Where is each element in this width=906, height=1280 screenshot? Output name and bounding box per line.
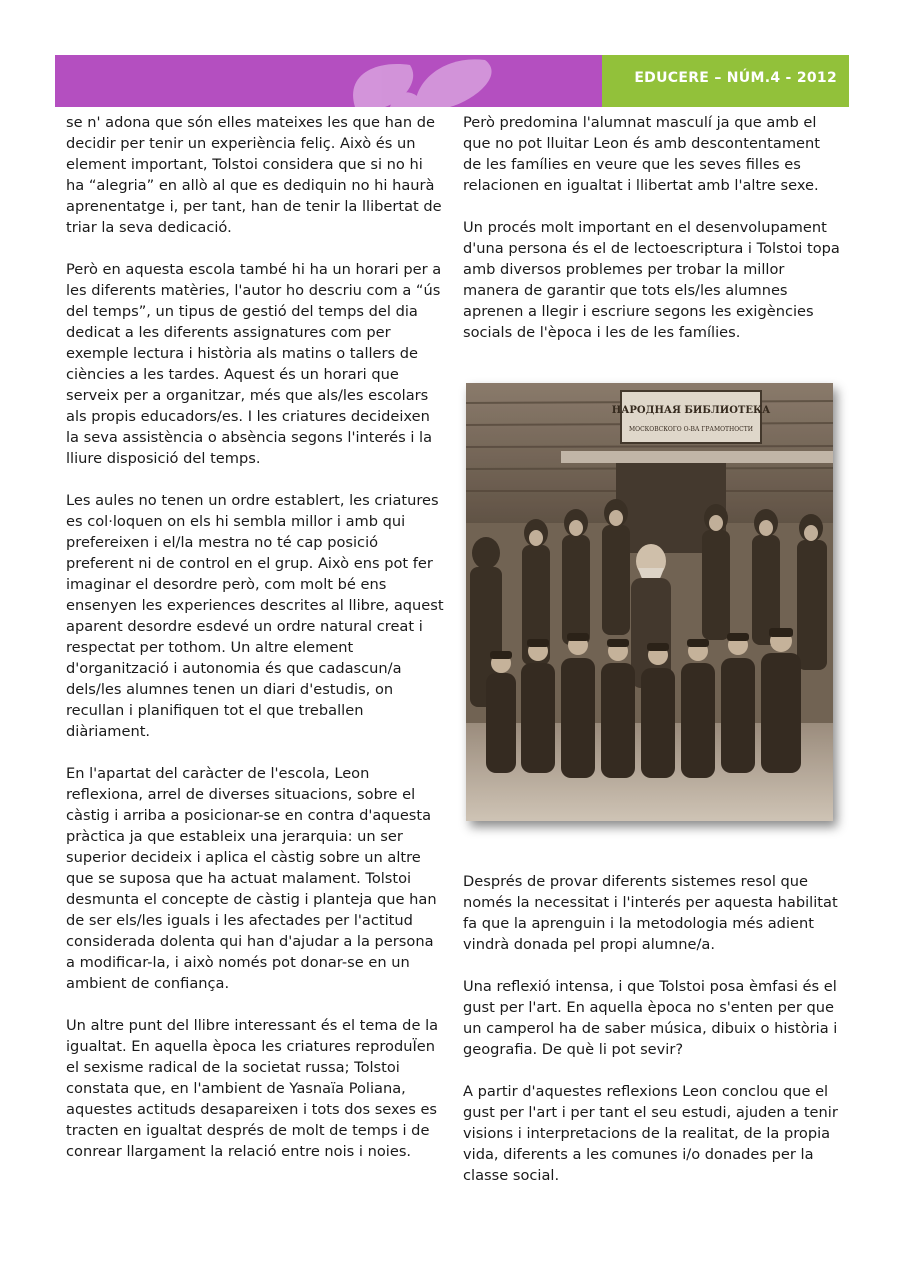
- sign-text-line2: МОСКОВСКОГО О-ВА ГРАМОТНОСТИ: [629, 426, 753, 433]
- right-column-top: [463, 112, 841, 364]
- paragraph: Un altre punt del llibre interessant és el tema de la igualtat. En aquella època les criatures reproduÏen el sexisme radical de la societat russa; Tolstoi constata que, en l'ambient de Yasnaïa Poliana, aquestes actituds desapareixen i tots dos sexes es tracten en igualtat després de molt de temps i de conrear llargament la relació entre nois i noies.: [66, 1017, 439, 1160]
- paragraph: Una reflexió intensa, i que Tolstoi posa èmfasi és el gust per l'art. En aquella època no s'enten per que un camperol ha de saber música, dibuix o història i geografia. De què li pot sevir?: [463, 978, 838, 1058]
- right-column-bottom: [463, 871, 841, 1207]
- paragraph: se n' adona que són elles mateixes les que han de decidir per tenir un experiència feliç. Això és un element important, Tolstoi considera que si no hi ha “alegria” en allò al que es dediquin no hi haurà aprenentatge i, per tant, han de tenir la llibertat de triar la seva dedicació.: [66, 114, 442, 236]
- header-band-green: [602, 55, 849, 107]
- journal-title: EDUCERE – NÚM.4 - 2012: [634, 70, 837, 86]
- paragraph: Un procés molt important en el desenvolupament d'una persona és el de lectoescriptura i Tolstoi topa amb diversos problemes per trobar la millor manera de garantir que tots els/les alumnes aprenen a llegir i escriure segons les exigències socials de l'època i les de les famílies.: [463, 219, 840, 341]
- paragraph: Després de provar diferents sistemes resol que només la necessitat i l'interés per aquesta habilitat fa que la aprenguin i la metodologia més adient vindrà donada pel propi alumne/a.: [463, 873, 838, 953]
- paragraph: En l'apartat del caràcter de l'escola, Leon reflexiona, arrel de diverses situacions, sobre el càstig i arriba a posicionar-se en contra d'aquesta pràctica ja que estableix una jerarquia: un ser superior decideix i aplica el càstig sobre un altre que se suposa que ha actuat malament. Tolstoi desmunta el concepte de càstig i planteja que han de ser els/les iguals i les afectades per l'actitud considerada dolenta qui han d'ajudar a la persona a modificar-la, i això només pot donar-se en un ambient de confiança.: [66, 765, 437, 992]
- header-band-purple: [55, 55, 602, 107]
- paragraph: A partir d'aquestes reflexions Leon conclou que el gust per l'art i per tant el seu estudi, ajuden a tenir visions i interpretacions de la realitat, de la propia vida, diferents a les comunes i/o donades per la classe social.: [463, 1083, 838, 1184]
- paragraph: Les aules no tenen un ordre establert, les criatures es col·loquen on els hi sembla millor i amb qui prefereixen i el/la mestra no té cap posició preferent ni de control en el grup. Això ens pot fer imaginar el desordre però, com molt bé ens ensenyen les experiences descrites al llibre, aquest aparent desordre esdevé un ordre natural creat i respectat per tothom. Un altre element d'organització i autonomia és que cadascun/a dels/les alumnes tenen un diari d'estudis, on recullan i planifiquen tot el que treballen diàriament.: [66, 492, 444, 740]
- historic-photo: [466, 383, 833, 821]
- butterfly-decoration-icon: [55, 55, 602, 107]
- sign-text-line1: НАРОДНАЯ БИБЛИОТЕКА: [611, 405, 771, 416]
- left-column: [66, 112, 444, 1183]
- paragraph: Però predomina l'alumnat masculí ja que amb el que no pot lluitar Leon és amb descontentament de les famílies en veure que les seves filles es relacionen en igualtat i llibertat amb l'altre sexe.: [463, 114, 820, 194]
- paragraph: Però en aquesta escola també hi ha un horari per a les diferents matèries, l'autor ho descriu com a “ús del temps”, un tipus de gestió del temps del dia dedicat a les diferents assignatures com per exemple lectura i història als matins o tallers de ciències a les tardes. Aquest és un horari que serveix per a organitzar, més que als/les escolars als propis educadors/es. I les criatures decideixen la seva assistència o absència segons l'interés i la lliure disposició del temps.: [66, 261, 442, 467]
